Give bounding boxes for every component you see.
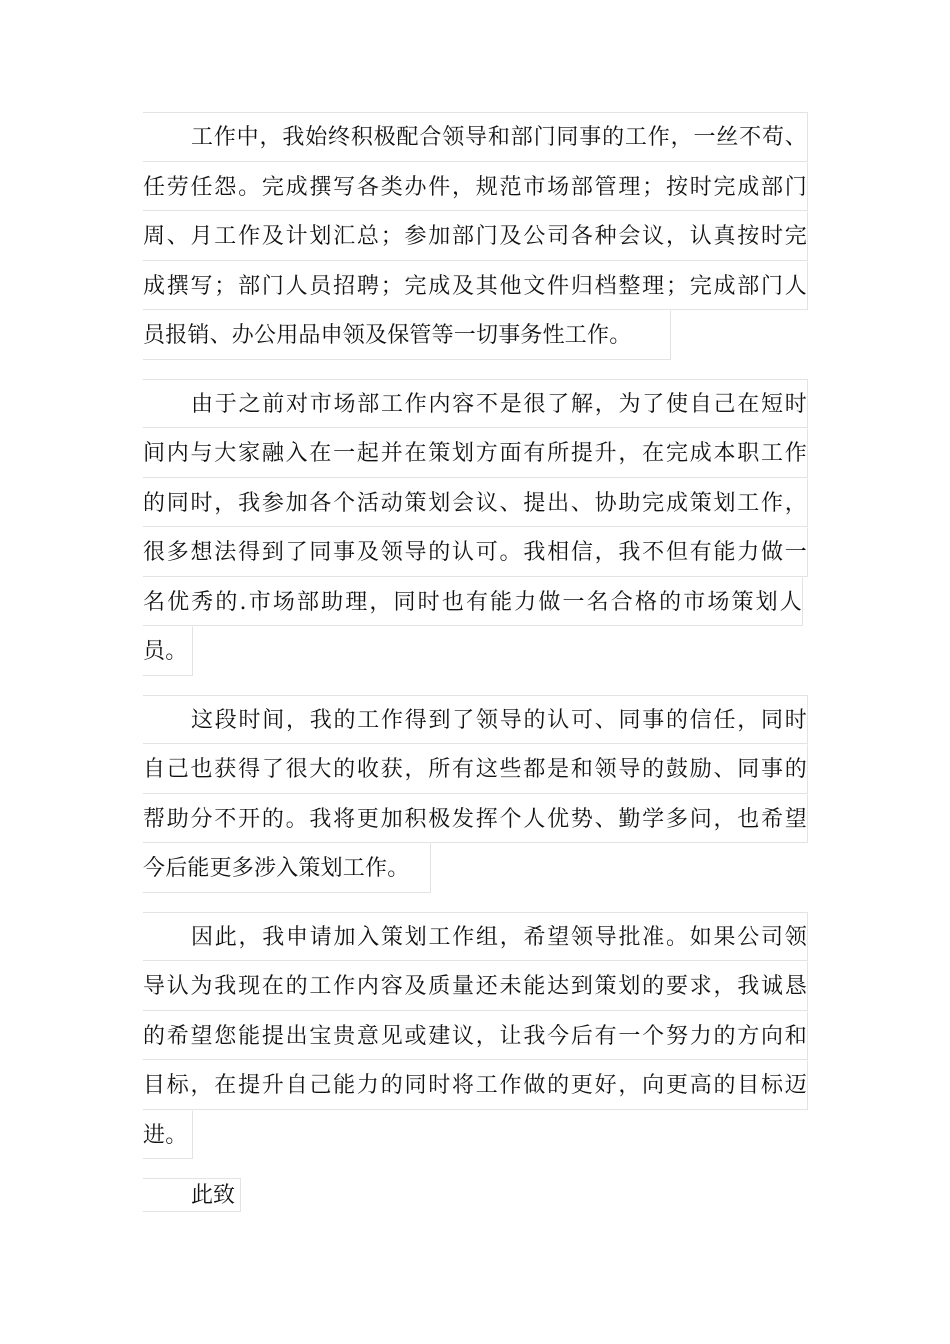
text-line: 间内与大家融入在一起并在策划方面有所提升，在完成本职工作 (143, 428, 808, 478)
text-line: 的希望您能提出宝贵意见或建议，让我今后有一个努力的方向和 (143, 1011, 808, 1061)
text-line: 员。 (143, 626, 193, 676)
text-line: 这段时间，我的工作得到了领导的认可、同事的信任，同时 (143, 695, 808, 745)
text-line: 员报销、办公用品申领及保管等一切事务性工作。 (143, 310, 671, 360)
text-line: 的同时，我参加各个活动策划会议、提出、协助完成策划工作， (143, 478, 808, 528)
text-line: 很多想法得到了同事及领导的认可。我相信，我不但有能力做一 (143, 527, 808, 577)
text-line: 因此，我申请加入策划工作组，希望领导批准。如果公司领 (143, 912, 808, 962)
text-line: 周、月工作及计划汇总；参加部门及公司各种会议，认真按时完 (143, 211, 808, 261)
closing-salutation: 此致 (143, 1178, 241, 1212)
paragraph (143, 912, 808, 1160)
text-line: 任劳任怨。完成撰写各类办件，规范市场部管理；按时完成部门 (143, 162, 808, 212)
paragraph (143, 112, 808, 360)
text-line: 自己也获得了很大的收获，所有这些都是和领导的鼓励、同事的 (143, 744, 808, 794)
text-line: 进。 (143, 1110, 193, 1160)
paragraph (143, 379, 808, 676)
paragraph (143, 695, 808, 893)
text-line: 帮助分不开的。我将更加积极发挥个人优势、勤学多问，也希望 (143, 794, 808, 844)
text-line: 名优秀的.市场部助理，同时也有能力做一名合格的市场策划人 (143, 577, 803, 627)
text-line: 今后能更多涉入策划工作。 (143, 843, 431, 893)
text-line: 成撰写；部门人员招聘；完成及其他文件归档整理；完成部门人 (143, 261, 808, 311)
text-line: 工作中，我始终积极配合领导和部门同事的工作，一丝不苟、 (143, 112, 808, 162)
text-line: 导认为我现在的工作内容及质量还未能达到策划的要求，我诚恳 (143, 961, 808, 1011)
text-line: 目标，在提升自己能力的同时将工作做的更好，向更高的目标迈 (143, 1060, 808, 1110)
letter-body (143, 112, 808, 1212)
text-line: 由于之前对市场部工作内容不是很了解，为了使自己在短时 (143, 379, 808, 429)
